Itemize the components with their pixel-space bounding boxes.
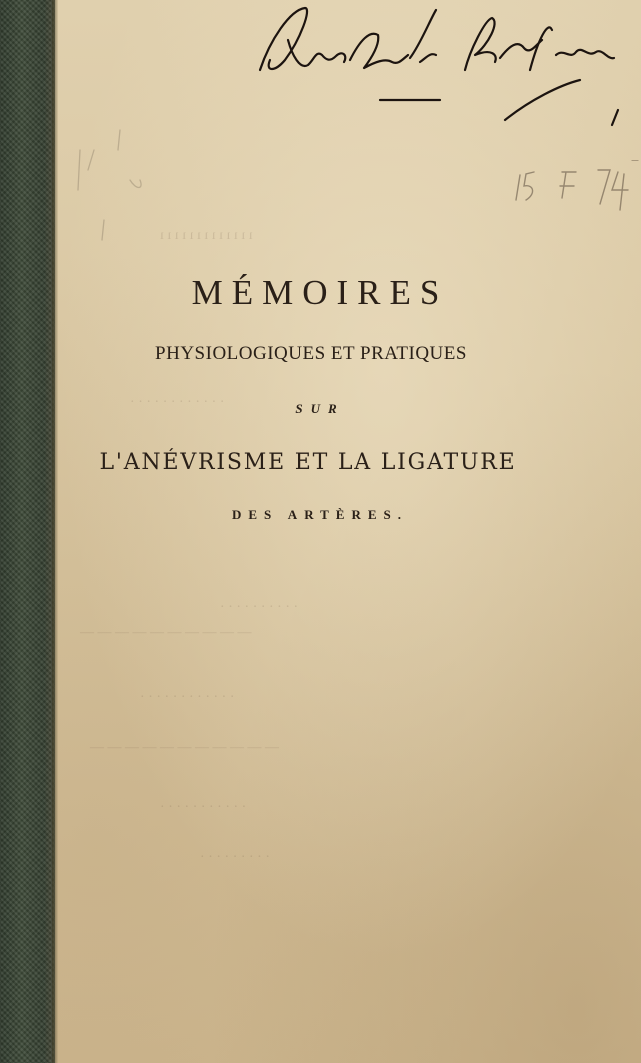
show-through-text: · · · · · · · · · · ·: [160, 800, 247, 815]
show-through-text: · · · · · · · · · · · ·: [130, 395, 225, 410]
page-title: MÉMOIRES: [191, 273, 449, 312]
show-through-text: · · · · · · · · · · · ·: [140, 690, 235, 705]
show-through-text: · · · · · · · · ·: [200, 850, 270, 865]
show-through-text: — — — — — — — — — —: [80, 625, 252, 640]
show-through-text: — — — — — — — — — — —: [90, 740, 279, 755]
main-subject: L'ANÉVRISME ET LA LIGATURE: [99, 450, 517, 475]
book-spine: [0, 0, 55, 1063]
show-through-text: · · · · · · · · · ·: [220, 600, 299, 615]
pencil-shelfmark: [500, 160, 641, 230]
pencil-marks: [60, 110, 170, 260]
subtitle: PHYSIOLOGIQUES ET PRATIQUES: [155, 343, 467, 364]
connector-word: SUR: [295, 401, 345, 416]
spine-edge: [52, 0, 58, 1063]
show-through-text: ı ı ı ı ı ı ı ı ı ı ı ı ı: [160, 228, 253, 243]
handwritten-signature: [230, 0, 620, 140]
final-line: DES ARTÈRES.: [231, 507, 409, 522]
